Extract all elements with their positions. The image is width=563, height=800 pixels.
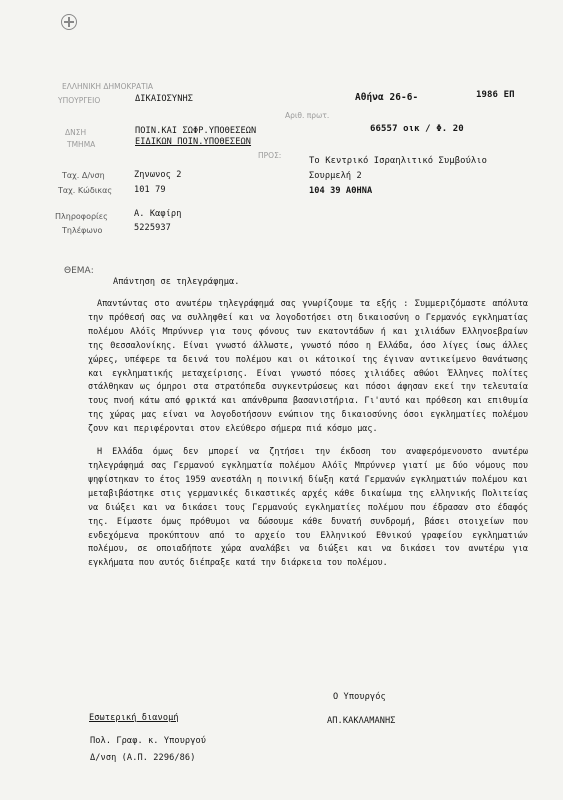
phone-label: Τηλέφωνο (62, 226, 103, 235)
body-paragraph-2: Η Ελλάδα όμως δεν μπορεί να ζητήσει την έκδοση του αναφερόμενουστο ανωτέρω τηλεγράφημά σας Γερμανού εγκληματία πολέμου Αλόϊς Μπρύννερ γιατί με δύο νόμους που ψηφίστηκαν το έτος 1959 ανεστάλη η ποινική δίωξη κατά Γερμανών εγκληματιών πολέμου και μεταβιβάστηκε στις γερμανικές δικαστικές αρχές κάθε δικαίωμα της ελληνικής Πολιτείας να διώξει και να δικάσει τους Γερμανούς εγκληματίες πολέμου που έδρασαν στο έδαφός της. Είμαστε όμως πρόθυμοι να δώσουμε κάθε δυνατή συνδρομή, βάσει στοιχείων που ενδεχόμενα προκύπτουν από το αρχείο του Ελληνικού Εθνικού γραφείου εγκληματιών πολέμου, σε οποιαδήποτε χώρα αναλάβει να διώξει και να δικάσει τον ανωτέρω για εγκλήματα που αυτός διέπραξε κατά την διάρκεια του πολέμου. (88, 446, 528, 568)
country-label: ΕΛΛΗΝΙΚΗ ΔΗΜΟΚΡΑΤΙΑ (62, 82, 154, 91)
subject-label: ΘΕΜΑ: (64, 266, 94, 276)
direction-value: ΠΟΙΝ.ΚΑΙ ΣΩΦΡ.ΥΠΟΘΕΣΕΩΝ (135, 126, 257, 136)
info-label: Πληροφορίες (55, 212, 108, 221)
info-value: Α. Καφίρη (134, 209, 182, 219)
state-emblem-icon (61, 14, 77, 30)
recipient-line-2: Σουρμελή 2 (309, 171, 362, 181)
date-year: 1986 ΕΠ (476, 90, 515, 100)
postal-code-value: 101 79 (134, 185, 166, 195)
to-label: ΠΡΟΣ: (258, 151, 282, 160)
recipient-line-3: 104 39 ΑΘΗΝΑ (309, 186, 373, 196)
section-value: ΕΙΔΙΚΩΝ ΠΟΙΝ.ΥΠΟΘΕΣΕΩΝ (135, 137, 252, 147)
signature-name: ΑΠ.ΚΑΚΛΑΜΑΝΗΣ (327, 716, 396, 726)
ministry-value: ΔΙΚΑΙΟΣΥΝΗΣ (135, 94, 194, 104)
signature-title: Ο Υπουργός (333, 692, 386, 702)
protocol-label: Αριθ. πρωτ. (285, 111, 330, 120)
subject-text: Απάντηση σε τηλεγράφημα. (113, 277, 240, 287)
distribution-line-1: Πολ. Γραφ. κ. Υπουργού (90, 736, 207, 746)
section-label: ΤΜΗΜΑ (67, 140, 96, 149)
letter-body (88, 297, 528, 570)
postal-address-label: Ταχ. Δ/νση (62, 171, 105, 180)
postal-code-label: Ταχ. Κώδικας (58, 186, 113, 195)
postal-address-value: Ζηνωνος 2 (134, 170, 182, 180)
recipient-line-1: Το Κεντρικό Ισραηλιτικό Συμβούλιο (309, 156, 488, 166)
protocol-number: 66557 οικ / Φ. 20 (370, 124, 464, 134)
distribution-label: Εσωτερική διανομή (89, 713, 179, 723)
distribution-line-2: Δ/νση (Α.Π. 2296/86) (90, 753, 196, 763)
body-paragraph-1: Απαντώντας στο ανωτέρω τηλεγράφημά σας γνωρίζουμε τα εξής : Συμμεριζόμαστε απόλυτα την πρόθεσή σας να συλληφθεί και να λογοδοτήσει στη δικαιοσύνη ο Γερμανός εγκληματίας πολέμου Αλόϊς Μπρύννερ για τους φόνους των εκατοντάδων ή και χιλιάδων Ελληνοεβραίων της Θεσσαλονίκης. Είναι γνωστό άλλωστε, γνωστό πόσο η Ελλάδα, όσο λίγες ίσως άλλες χώρες, υπέφερε τα δεινά του πολέμου και οι κάτοικοί της έγιναν αντικείμενο θανάτωσης και εγκληματικής μεταχείρισης. Είναι γνωστό πόσες χιλιάδες αθώοι Έλληνες πολίτες στάλθηκαν ως όμηροι στα στρατόπεδα συγκεντρώσεως και πόσοι άφησαν εκεί την τελευταία τους πνοή κάτω από φρικτά και απάνθρωπα βασανιστήρια. Γι'αυτό και πρόθεση και επιθυμία της χώρας μας είναι να λογοδοτήσουν ενώπιον της δικαιοσύνης όσοι εγκληματίες πολέμου ζουν και περιφέρονται στον ελεύθερο σήμερα πιά κόσμο μας. (88, 298, 528, 434)
phone-value: 5225937 (134, 223, 171, 233)
direction-label: ΔΝΣΗ (65, 128, 87, 137)
date-place: Αθήνα 26-6- (355, 92, 419, 103)
ministry-label: ΥΠΟΥΡΓΕΙΟ (58, 96, 101, 105)
